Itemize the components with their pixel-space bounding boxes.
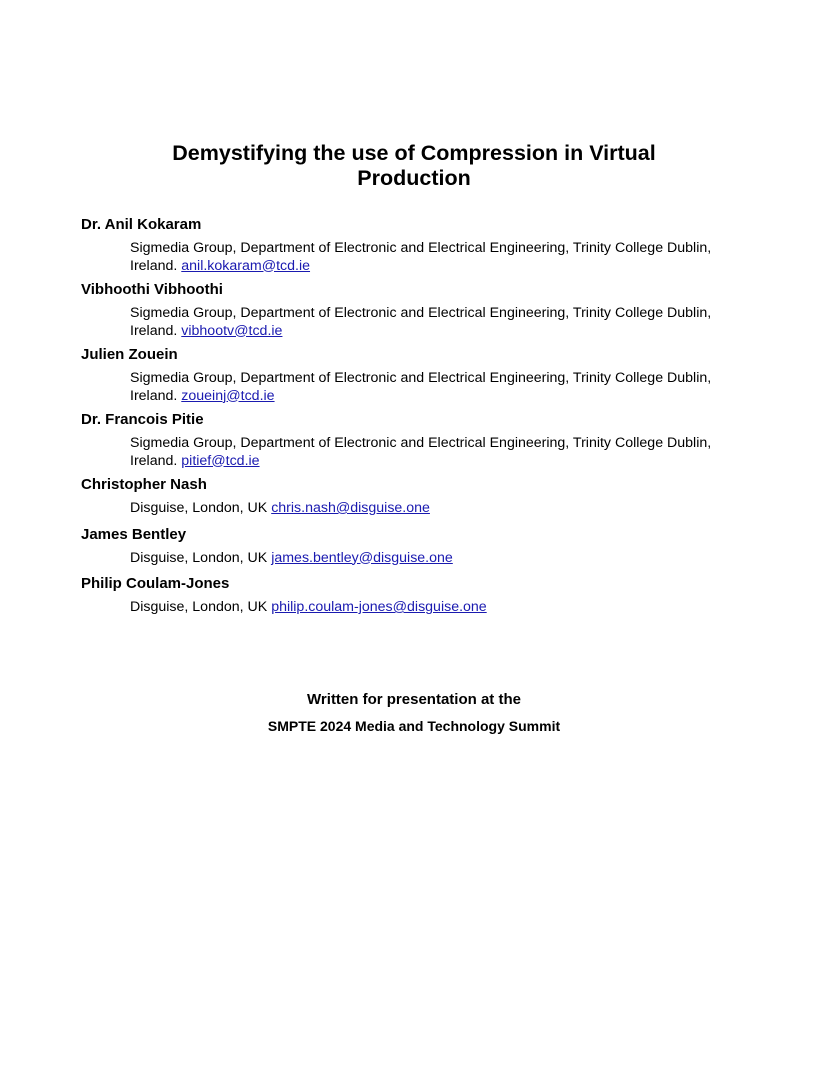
author-affiliation xyxy=(130,435,761,470)
author-list xyxy=(81,213,761,622)
author-name: Vibhoothi Vibhoothi xyxy=(81,281,223,298)
author-entry xyxy=(81,523,761,568)
author-affiliation xyxy=(130,550,761,568)
author-email-link[interactable]: james.bentley@disguise.one xyxy=(271,549,453,566)
author-entry xyxy=(81,408,761,470)
author-entry xyxy=(81,572,761,617)
event-name: SMPTE 2024 Media and Technology Summit xyxy=(267,718,561,734)
author-name: Philip Coulam-Jones xyxy=(81,575,230,592)
affiliation-text: Sigmedia Group, Department of Electronic and Electrical Engineering, Trinity College Dublin, Ireland. xyxy=(130,240,712,274)
affiliation-text: Disguise, London, UK xyxy=(130,500,268,516)
author-email-link[interactable]: vibhootv@tcd.ie xyxy=(181,322,283,339)
author-affiliation xyxy=(130,370,761,405)
author-entry xyxy=(81,278,761,340)
author-affiliation xyxy=(130,500,761,518)
title-line-1: Demystifying the use of Compression in Virtual xyxy=(172,141,656,165)
author-email-link[interactable]: zoueinj@tcd.ie xyxy=(181,387,275,404)
author-name: Julien Zouein xyxy=(81,346,178,363)
affiliation-text: Sigmedia Group, Department of Electronic and Electrical Engineering, Trinity College Dublin, Ireland. xyxy=(130,305,712,339)
author-name: Dr. Francois Pitie xyxy=(81,411,204,428)
author-entry xyxy=(81,343,761,405)
paper-title xyxy=(0,141,828,191)
author-affiliation xyxy=(130,599,761,617)
author-email-link[interactable]: philip.coulam-jones@disguise.one xyxy=(271,599,487,615)
author-entry xyxy=(81,473,761,518)
title-line-2: Production xyxy=(357,166,471,190)
affiliation-text: Sigmedia Group, Department of Electronic and Electrical Engineering, Trinity College Dublin, Ireland. xyxy=(130,435,712,469)
author-name: Dr. Anil Kokaram xyxy=(81,216,202,233)
author-name: Christopher Nash xyxy=(81,476,207,493)
author-name: James Bentley xyxy=(81,525,187,543)
author-email-link[interactable]: anil.kokaram@tcd.ie xyxy=(181,257,311,274)
author-email-link[interactable]: chris.nash@disguise.one xyxy=(271,500,430,516)
author-entry xyxy=(81,213,761,275)
affiliation-text: Sigmedia Group, Department of Electronic and Electrical Engineering, Trinity College Dublin, Ireland. xyxy=(130,370,712,404)
author-affiliation xyxy=(130,305,761,340)
written-for-note: Written for presentation at the xyxy=(307,691,521,708)
author-email-link[interactable]: pitief@tcd.ie xyxy=(181,452,260,469)
author-affiliation xyxy=(130,240,761,275)
affiliation-text: Disguise, London, UK xyxy=(130,599,268,615)
affiliation-text: Disguise, London, UK xyxy=(130,549,268,566)
